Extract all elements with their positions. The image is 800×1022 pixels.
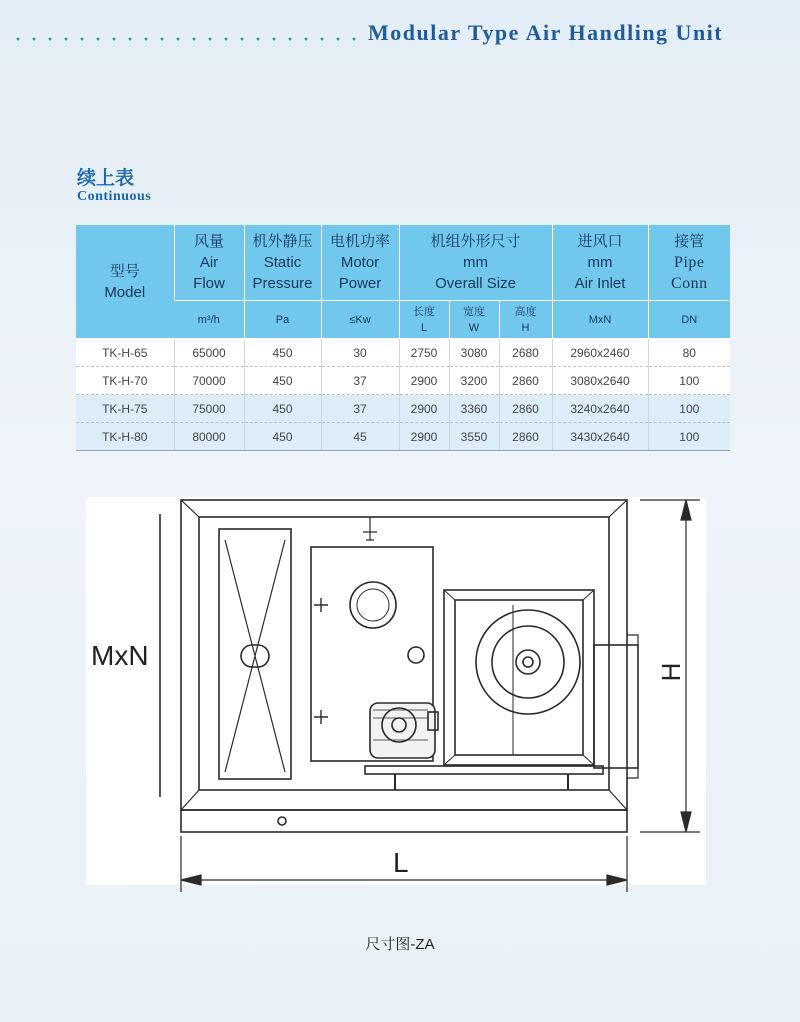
col-header-overall-size: 机组外形尺寸 mm Overall Size <box>399 225 552 301</box>
cell-motor-power: 37 <box>321 395 399 423</box>
cell-air-flow: 75000 <box>174 395 244 423</box>
cell-width: 3550 <box>449 423 499 451</box>
unit-static-pressure: Pa <box>244 301 321 339</box>
base-frame <box>181 810 627 832</box>
cell-static-pressure: 450 <box>244 423 321 451</box>
spec-table <box>76 225 730 451</box>
cell-motor-power: 30 <box>321 339 399 367</box>
motor-icon <box>370 703 438 758</box>
cell-pipe-conn: 100 <box>648 395 730 423</box>
cell-model: TK-H-70 <box>76 367 174 395</box>
col-header-motor-power: 电机功率 Motor Power <box>321 225 399 301</box>
section-title-cn: 续上表 <box>77 167 135 189</box>
cell-air-flow: 70000 <box>174 367 244 395</box>
cell-width: 3080 <box>449 339 499 367</box>
cell-pipe-conn: 80 <box>648 339 730 367</box>
cell-model: TK-H-65 <box>76 339 174 367</box>
unit-pipe-conn: DN <box>648 301 730 339</box>
height-label: H <box>656 662 686 682</box>
cell-air-inlet: 2960x2460 <box>552 339 648 367</box>
col-header-static-pressure: 机外静压 Static Pressure <box>244 225 321 301</box>
fan-icon <box>444 590 594 765</box>
unit-width: 宽度 W <box>449 301 499 339</box>
cell-model: TK-H-75 <box>76 395 174 423</box>
cell-pipe-conn: 100 <box>648 423 730 451</box>
cell-width: 3360 <box>449 395 499 423</box>
header-row-units <box>76 301 730 339</box>
cell-air-inlet: 3080x2640 <box>552 367 648 395</box>
unit-length: 长度 L <box>399 301 449 339</box>
cell-width: 3200 <box>449 367 499 395</box>
cell-height: 2860 <box>499 367 552 395</box>
unit-air-flow: m³/h <box>174 301 244 339</box>
cell-air-inlet: 3430x2640 <box>552 423 648 451</box>
cell-motor-power: 45 <box>321 423 399 451</box>
header-dot-line <box>10 37 362 41</box>
unit-motor-power: ≤Kw <box>321 301 399 339</box>
cell-length: 2900 <box>399 367 449 395</box>
cell-static-pressure: 450 <box>244 395 321 423</box>
col-header-air-flow: 风量 Air Flow <box>174 225 244 301</box>
unit-height: 高度 H <box>499 301 552 339</box>
dimension-drawing <box>80 490 720 900</box>
table-row <box>76 339 730 367</box>
outlet-duct <box>594 645 638 768</box>
cell-static-pressure: 450 <box>244 339 321 367</box>
door-knob-icon <box>408 647 424 663</box>
table-row <box>76 367 730 395</box>
cell-motor-power: 37 <box>321 367 399 395</box>
drain-icon <box>278 817 286 825</box>
cell-height: 2860 <box>499 395 552 423</box>
figure-caption: 尺寸图-ZA <box>365 936 435 953</box>
cell-air-flow: 65000 <box>174 339 244 367</box>
cell-height: 2860 <box>499 423 552 451</box>
cell-static-pressure: 450 <box>244 367 321 395</box>
length-label: L <box>393 847 409 878</box>
unit-air-inlet: MxN <box>552 301 648 339</box>
cell-air-flow: 80000 <box>174 423 244 451</box>
cell-model: TK-H-80 <box>76 423 174 451</box>
header-row-labels <box>76 225 730 301</box>
cell-air-inlet: 3240x2640 <box>552 395 648 423</box>
inlet-label: MxN <box>91 640 149 671</box>
col-header-pipe-conn: 接管 Pipe Conn <box>648 225 730 301</box>
section-title-en: Continuous <box>77 189 152 204</box>
light-icon <box>363 517 377 540</box>
cell-length: 2750 <box>399 339 449 367</box>
page-header-title: Modular Type Air Handling Unit <box>368 20 724 45</box>
cell-height: 2680 <box>499 339 552 367</box>
col-header-model: 型号 Model <box>76 225 174 339</box>
table-row <box>76 395 730 423</box>
table-row <box>76 423 730 451</box>
cell-length: 2900 <box>399 395 449 423</box>
motor-base <box>365 766 603 774</box>
cell-length: 2900 <box>399 423 449 451</box>
cell-pipe-conn: 100 <box>648 367 730 395</box>
col-header-air-inlet: 进风口 mm Air Inlet <box>552 225 648 301</box>
